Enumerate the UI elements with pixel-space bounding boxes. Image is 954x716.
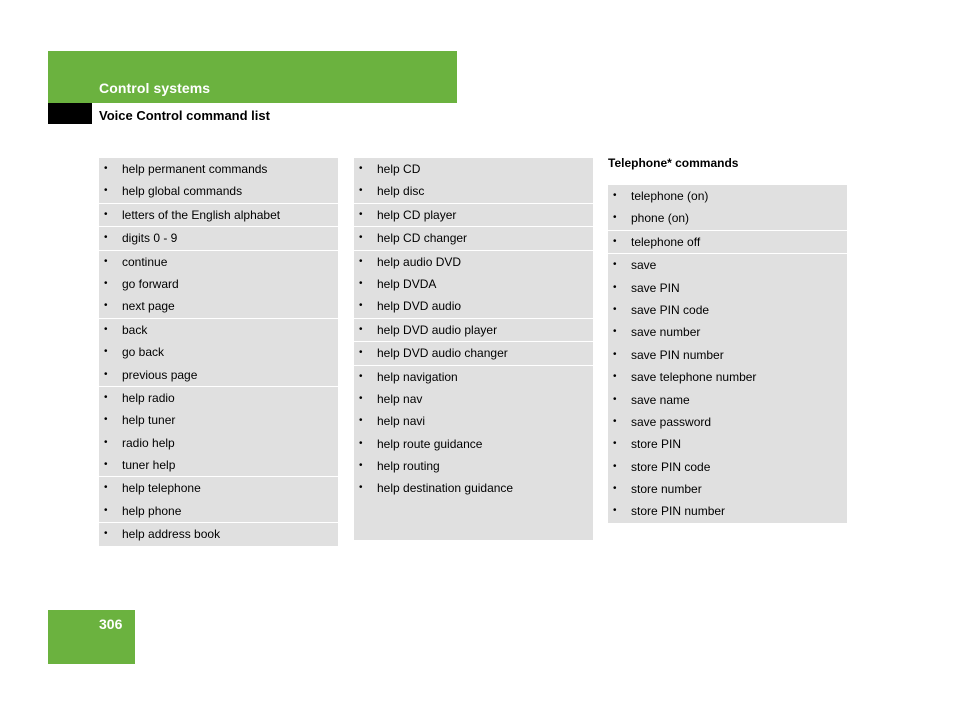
command-text: store number xyxy=(631,482,702,497)
command-text: save name xyxy=(631,392,690,407)
bullet-icon: • xyxy=(359,255,363,267)
command-group xyxy=(99,251,338,319)
bullet-icon: • xyxy=(613,212,617,224)
command-group xyxy=(99,477,338,523)
bullet-icon: • xyxy=(104,482,108,494)
bullet-icon: • xyxy=(613,505,617,517)
bullet-icon: • xyxy=(613,235,617,247)
command-text: help DVD audio xyxy=(377,299,462,314)
command-text: help tuner xyxy=(122,413,176,428)
bullet-icon: • xyxy=(359,437,363,449)
bullet-icon: • xyxy=(104,414,108,426)
command-item xyxy=(354,366,593,388)
bullet-icon: • xyxy=(359,347,363,359)
command-group xyxy=(354,227,593,250)
command-text: help CD player xyxy=(377,207,457,222)
bullet-icon: • xyxy=(613,303,617,315)
bullet-icon: • xyxy=(613,348,617,360)
command-text: help nav xyxy=(377,391,423,406)
command-text: store PIN xyxy=(631,437,682,452)
bullet-icon: • xyxy=(359,232,363,244)
command-text: next page xyxy=(122,299,175,314)
command-item xyxy=(354,433,593,455)
command-text: radio help xyxy=(122,435,175,450)
command-item xyxy=(608,254,847,276)
bullet-icon: • xyxy=(359,163,363,174)
command-text: back xyxy=(122,322,148,337)
command-item xyxy=(99,341,338,363)
bullet-icon: • xyxy=(104,255,108,267)
command-text: digits 0 - 9 xyxy=(122,231,178,246)
command-item xyxy=(99,319,338,341)
command-item xyxy=(608,231,847,253)
bullet-icon: • xyxy=(359,323,363,335)
command-text: help DVD audio player xyxy=(377,322,498,337)
section-header-title: Control systems xyxy=(99,80,211,96)
command-text: go forward xyxy=(122,276,179,291)
command-item xyxy=(608,299,847,321)
command-group xyxy=(608,185,847,231)
bullet-icon: • xyxy=(104,185,108,197)
bullet-icon: • xyxy=(613,190,617,201)
command-item xyxy=(99,158,338,180)
command-group xyxy=(608,254,847,523)
bullet-icon: • xyxy=(104,232,108,244)
command-group xyxy=(99,319,338,387)
command-item xyxy=(354,455,593,477)
command-text: help audio DVD xyxy=(377,254,462,269)
command-item xyxy=(99,180,338,202)
command-text: help DVD audio changer xyxy=(377,346,508,361)
command-item xyxy=(99,295,338,317)
bullet-icon: • xyxy=(613,460,617,472)
command-item xyxy=(608,433,847,455)
bullet-icon: • xyxy=(359,460,363,472)
command-text: help radio xyxy=(122,390,175,405)
command-text: help phone xyxy=(122,503,182,518)
bullet-icon: • xyxy=(613,393,617,405)
command-item xyxy=(354,342,593,364)
command-item xyxy=(608,344,847,366)
command-text: telephone off xyxy=(631,234,701,249)
bullet-icon: • xyxy=(104,436,108,448)
command-text: phone (on) xyxy=(631,211,690,226)
bullet-icon: • xyxy=(359,370,363,382)
command-text: continue xyxy=(122,254,168,269)
command-text: help navigation xyxy=(377,369,458,384)
bullet-icon: • xyxy=(104,504,108,516)
command-text: help route guidance xyxy=(377,436,483,451)
command-text: help routing xyxy=(377,459,440,474)
command-column-2 xyxy=(354,158,593,540)
command-item xyxy=(354,227,593,249)
bullet-icon: • xyxy=(104,300,108,312)
command-group xyxy=(99,387,338,478)
command-text: previous page xyxy=(122,367,198,382)
command-group xyxy=(608,231,847,254)
command-item xyxy=(608,389,847,411)
command-item xyxy=(608,185,847,207)
bullet-icon: • xyxy=(359,482,363,494)
command-item xyxy=(99,432,338,454)
command-group xyxy=(354,158,593,204)
command-item xyxy=(608,411,847,433)
command-item xyxy=(608,277,847,299)
command-item xyxy=(354,204,593,226)
command-item xyxy=(354,295,593,317)
command-item xyxy=(354,319,593,341)
command-column-1 xyxy=(99,158,338,546)
command-text: help navi xyxy=(377,414,426,429)
command-item xyxy=(608,207,847,229)
command-item xyxy=(608,321,847,343)
command-group xyxy=(99,523,338,545)
bullet-icon: • xyxy=(613,259,617,271)
bullet-icon: • xyxy=(104,323,108,335)
command-text: letters of the English alphabet xyxy=(122,207,281,222)
command-group xyxy=(354,251,593,319)
command-text: save number xyxy=(631,325,701,340)
command-text: save PIN xyxy=(631,280,680,295)
bullet-icon: • xyxy=(104,163,108,174)
command-item xyxy=(99,477,338,499)
command-item xyxy=(99,454,338,476)
bullet-icon: • xyxy=(613,326,617,338)
command-item xyxy=(99,409,338,431)
command-group xyxy=(354,204,593,227)
command-item xyxy=(354,273,593,295)
bullet-icon: • xyxy=(359,415,363,427)
command-text: save PIN number xyxy=(631,347,724,362)
command-text: help permanent commands xyxy=(122,162,268,176)
command-item xyxy=(354,158,593,180)
command-item xyxy=(354,410,593,432)
command-text: help telephone xyxy=(122,481,201,496)
bullet-icon: • xyxy=(359,208,363,220)
command-text: telephone (on) xyxy=(631,189,709,203)
command-item xyxy=(608,366,847,388)
command-text: help CD xyxy=(377,162,421,176)
command-text: store PIN number xyxy=(631,504,726,519)
command-group xyxy=(354,366,593,500)
command-item xyxy=(99,500,338,522)
bullet-icon: • xyxy=(613,483,617,495)
bullet-icon: • xyxy=(613,281,617,293)
bullet-icon: • xyxy=(613,371,617,383)
command-text: go back xyxy=(122,345,165,360)
bullet-icon: • xyxy=(104,459,108,471)
command-item xyxy=(608,456,847,478)
command-column-3 xyxy=(608,185,847,523)
command-group xyxy=(99,227,338,250)
command-item xyxy=(99,364,338,386)
command-group xyxy=(354,319,593,342)
bullet-icon: • xyxy=(104,368,108,380)
command-text: store PIN code xyxy=(631,459,711,474)
page-number: 306 xyxy=(99,616,123,632)
bullet-icon: • xyxy=(104,391,108,403)
command-text: help CD changer xyxy=(377,231,468,246)
command-item xyxy=(99,251,338,273)
command-item xyxy=(99,523,338,545)
command-item xyxy=(354,477,593,499)
command-text: help global commands xyxy=(122,184,243,199)
command-text: help address book xyxy=(122,527,221,542)
command-text: save telephone number xyxy=(631,370,757,385)
command-item xyxy=(354,388,593,410)
command-group xyxy=(99,204,338,227)
bullet-icon: • xyxy=(104,277,108,289)
command-group xyxy=(99,158,338,204)
bullet-icon: • xyxy=(613,438,617,450)
command-group xyxy=(354,342,593,365)
command-text: tuner help xyxy=(122,458,176,473)
command-item xyxy=(99,273,338,295)
command-text: save xyxy=(631,258,657,273)
bullet-icon: • xyxy=(104,528,108,540)
command-item xyxy=(99,387,338,409)
telephone-commands-title: Telephone* commands xyxy=(608,156,739,170)
bullet-icon: • xyxy=(359,185,363,197)
bullet-icon: • xyxy=(104,208,108,220)
command-text: save password xyxy=(631,414,712,429)
page-title: Voice Control command list xyxy=(99,108,270,123)
header-black-tab xyxy=(48,103,92,124)
command-text: save PIN code xyxy=(631,302,710,317)
bullet-icon: • xyxy=(613,415,617,427)
bullet-icon: • xyxy=(359,392,363,404)
bullet-icon: • xyxy=(359,300,363,312)
command-item xyxy=(99,204,338,226)
command-item xyxy=(608,478,847,500)
command-text: help disc xyxy=(377,184,425,199)
command-item xyxy=(354,251,593,273)
command-text: help DVDA xyxy=(377,276,437,291)
command-item xyxy=(99,227,338,249)
command-item xyxy=(354,180,593,202)
command-item xyxy=(608,500,847,522)
bullet-icon: • xyxy=(104,346,108,358)
bullet-icon: • xyxy=(359,277,363,289)
command-text: help destination guidance xyxy=(377,481,514,496)
